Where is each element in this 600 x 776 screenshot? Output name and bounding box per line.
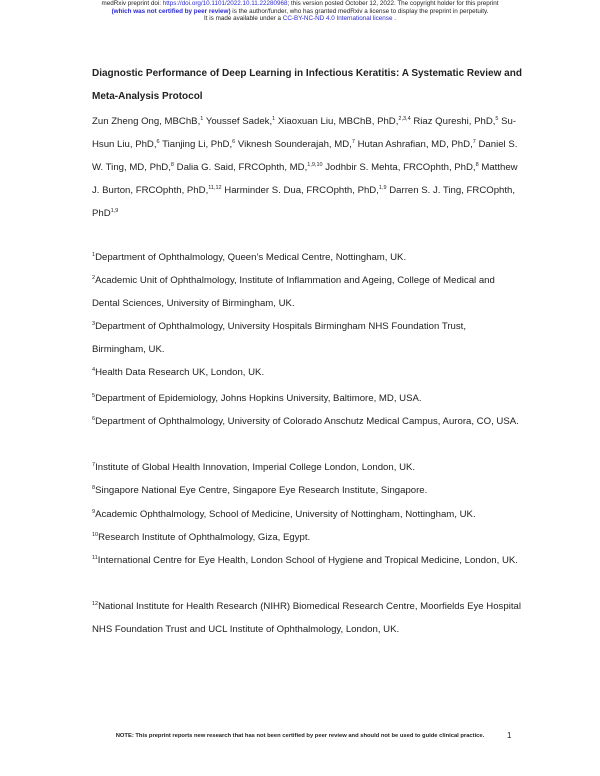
author: Su-Hsun Liu, PhD,$^6$	[92, 116, 517, 150]
author: Jodhbir S. Mehta, FRCOphth, PhD,$^8$	[325, 162, 479, 173]
affiliation-11: $^{11}$International Centre for Eye Health, London School of Hygiene and Tropical Medicine, London, UK.	[92, 555, 518, 566]
affiliation-9: $^9$Academic Ophthalmology, School of Medicine, University of Nottingham, Nottingham, UK.	[92, 509, 476, 520]
doi-link[interactable]: https://doi.org/10.1101/2022.10.11.22280968	[162, 0, 288, 7]
preprint-header	[0, 0, 600, 23]
preprint-footer-note: NOTE: This preprint reports new research that has not been certified by peer review and should not be used to guide clinical practice.	[115, 733, 485, 739]
affiliation-5: $^5$Department of Epidemiology, Johns Hopkins University, Baltimore, MD, USA.	[92, 393, 422, 404]
author: Tianjing Li, PhD,$^6$	[162, 139, 236, 150]
author: Zun Zheng Ong, MBChB,$^1$	[92, 116, 204, 127]
affiliation-12: $^{12}$National Institute for Health Research (NIHR) Biomedical Research Centre, Moorfields Eye Hospital NHS Foundation Trust and UCL Institute of Ophthalmology, London, UK.	[92, 601, 521, 635]
affiliation-2: $^2$Academic Unit of Ophthalmology, Institute of Inflammation and Ageing, College of Medical and Dental Sciences, University of Birmingham, UK.	[92, 275, 495, 309]
license-notice: is the author/funder, who has granted medRxiv a license to display the preprint in perpetuity.	[230, 7, 489, 15]
license-prefix: It is made available under a	[204, 15, 283, 23]
header-line-3	[0, 15, 600, 23]
affiliation-4: $^4$Health Data Research UK, London, UK.	[92, 367, 265, 378]
author: Matthew J. Burton, FRCOphth, PhD,$^{11,12}$	[92, 162, 518, 196]
affiliation-6: $^6$Department of Ophthalmology, University of Colorado Anschutz Medical Campus, Aurora, CO, USA.	[92, 416, 519, 427]
author: Daniel S. W. Ting, MD, PhD,$^8$	[92, 139, 518, 173]
affiliation-1: $^1$Department of Ophthalmology, Queen’s Medical Centre, Nottingham, UK.	[92, 252, 407, 263]
license-link[interactable]: CC-BY-NC-ND 4.0 International license	[282, 15, 393, 23]
page-number: 1	[507, 731, 512, 740]
affiliation-3: $^3$Department of Ophthalmology, University Hospitals Birmingham NHS Foundation Trust, Birmingham, UK.	[92, 321, 466, 355]
author: Riaz Qureshi, PhD,$^5$	[413, 116, 499, 127]
author: Dalia G. Said, FRCOphth, MD,$^{1,9,10}$	[176, 162, 323, 173]
affiliation-8: $^8$Singapore National Eye Centre, Singapore Eye Research Institute, Singapore.	[92, 485, 428, 496]
header-line-1	[0, 0, 600, 8]
affiliation-10: $^{10}$Research Institute of Ophthalmology, Giza, Egypt.	[92, 532, 311, 543]
author-list	[92, 110, 522, 225]
header-line-2	[0, 8, 600, 16]
author: Xiaoxuan Liu, MBChB, PhD,$^{2,3,4}$	[277, 116, 411, 127]
author: Darren S. J. Ting, FRCOphth, PhD$^{1,9}$	[92, 185, 516, 219]
header-suffix: ; this version posted October 12, 2022. The copyright holder for this preprint	[287, 0, 499, 7]
author: Harminder S. Dua, FRCOphth, PhD,$^{1,9}$	[224, 185, 387, 196]
peer-review-notice: (which was not certified by peer review)	[111, 7, 231, 15]
author: Hutan Ashrafian, MD, PhD,$^7$	[357, 139, 476, 150]
author: Youssef Sadek,$^1$	[205, 116, 276, 127]
header-prefix: medRxiv preprint doi:	[101, 0, 163, 7]
affiliation-7: $^7$Institute of Global Health Innovation, Imperial College London, London, UK.	[92, 462, 416, 473]
license-suffix: .	[392, 15, 396, 23]
author: Viknesh Sounderajah, MD,$^7$	[237, 139, 355, 150]
paper-title: Diagnostic Performance of Deep Learning in Infectious Keratitis: A Systematic Review and Meta-Analysis Protocol	[92, 68, 522, 102]
